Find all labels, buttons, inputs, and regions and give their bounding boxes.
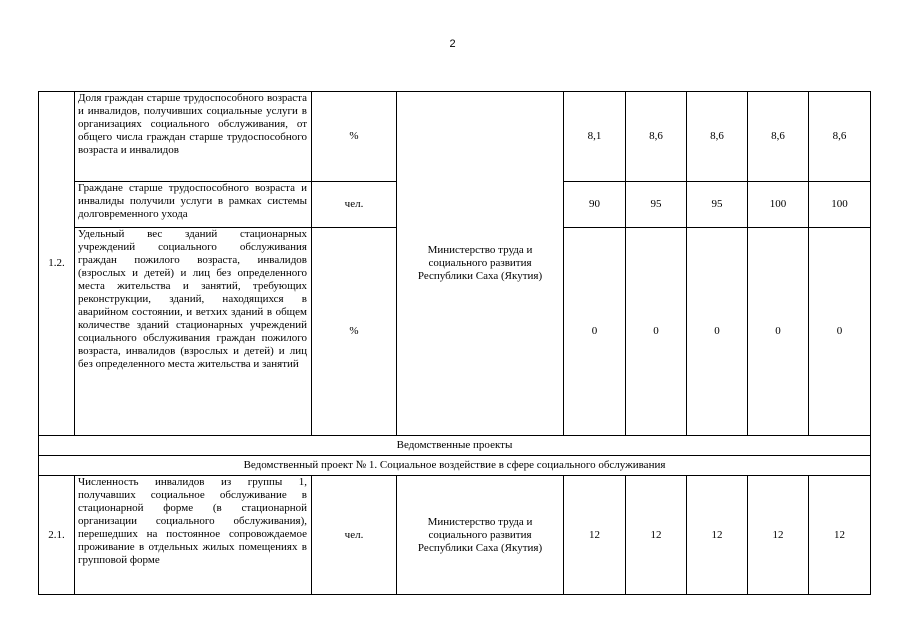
page-number: 2	[449, 38, 456, 50]
value-cell: 12	[687, 476, 748, 595]
unit-cell: чел.	[312, 182, 397, 228]
unit-cell: %	[312, 92, 397, 182]
value-cell: 8,1	[564, 92, 626, 182]
value-cell: 12	[748, 476, 809, 595]
value-cell: 100	[809, 182, 871, 228]
value-cell: 8,6	[748, 92, 809, 182]
indicators-table	[38, 91, 871, 595]
unit-cell: %	[312, 228, 397, 436]
value-cell: 12	[564, 476, 626, 595]
table-row	[39, 92, 871, 182]
indicator-description: Удельный вес зданий стационарных учреждений социального обслуживания граждан пожилого возраста, инвалидов (взрослых и детей) и лиц без определенного места жительства и занятий, требующих реконструкции, зданий, находящихся в аварийном состоянии, и ветхих зданий в общем количестве зданий стационарных учреждений социального обслуживания граждан пожилого возраста, инвалидов (взрослых и детей) и лиц без определенного места жительства и занятий	[75, 228, 312, 436]
row-number: 1.2.	[39, 92, 75, 436]
value-cell: 95	[687, 182, 748, 228]
value-cell: 12	[809, 476, 871, 595]
value-cell: 8,6	[626, 92, 687, 182]
value-cell: 12	[626, 476, 687, 595]
project-header-row	[39, 456, 871, 476]
value-cell: 8,6	[809, 92, 871, 182]
value-cell: 8,6	[687, 92, 748, 182]
value-cell: 90	[564, 182, 626, 228]
section-header: Ведомственные проекты	[39, 436, 871, 456]
project-header: Ведомственный проект № 1. Социальное воздействие в сфере социального обслуживания	[39, 456, 871, 476]
indicator-description: Численность инвалидов из группы 1, получавших социальное обслуживание в стационарной форме (в стационарной организации социального обслуживания), перешедших на постоянное сопровождаемое проживание в отдельных жилых помещениях в групповой форме	[75, 476, 312, 595]
indicator-description: Граждане старше трудоспособного возраста и инвалиды получили услуги в рамках системы долговременного ухода	[75, 182, 312, 228]
value-cell: 0	[564, 228, 626, 436]
value-cell: 100	[748, 182, 809, 228]
indicator-description: Доля граждан старше трудоспособного возраста и инвалидов, получивших социальные услуги в организациях социального обслуживания, от общего числа граждан старше трудоспособного возраста и инвалидов	[75, 92, 312, 182]
responsible-agency: Министерство труда и социального развития Республики Саха (Якутия)	[397, 92, 564, 436]
value-cell: 0	[809, 228, 871, 436]
table-row	[39, 476, 871, 595]
unit-cell: чел.	[312, 476, 397, 595]
value-cell: 95	[626, 182, 687, 228]
responsible-agency: Министерство труда и социального развития Республики Саха (Якутия)	[397, 476, 564, 595]
row-number: 2.1.	[39, 476, 75, 595]
value-cell: 0	[687, 228, 748, 436]
section-header-row	[39, 436, 871, 456]
value-cell: 0	[626, 228, 687, 436]
value-cell: 0	[748, 228, 809, 436]
